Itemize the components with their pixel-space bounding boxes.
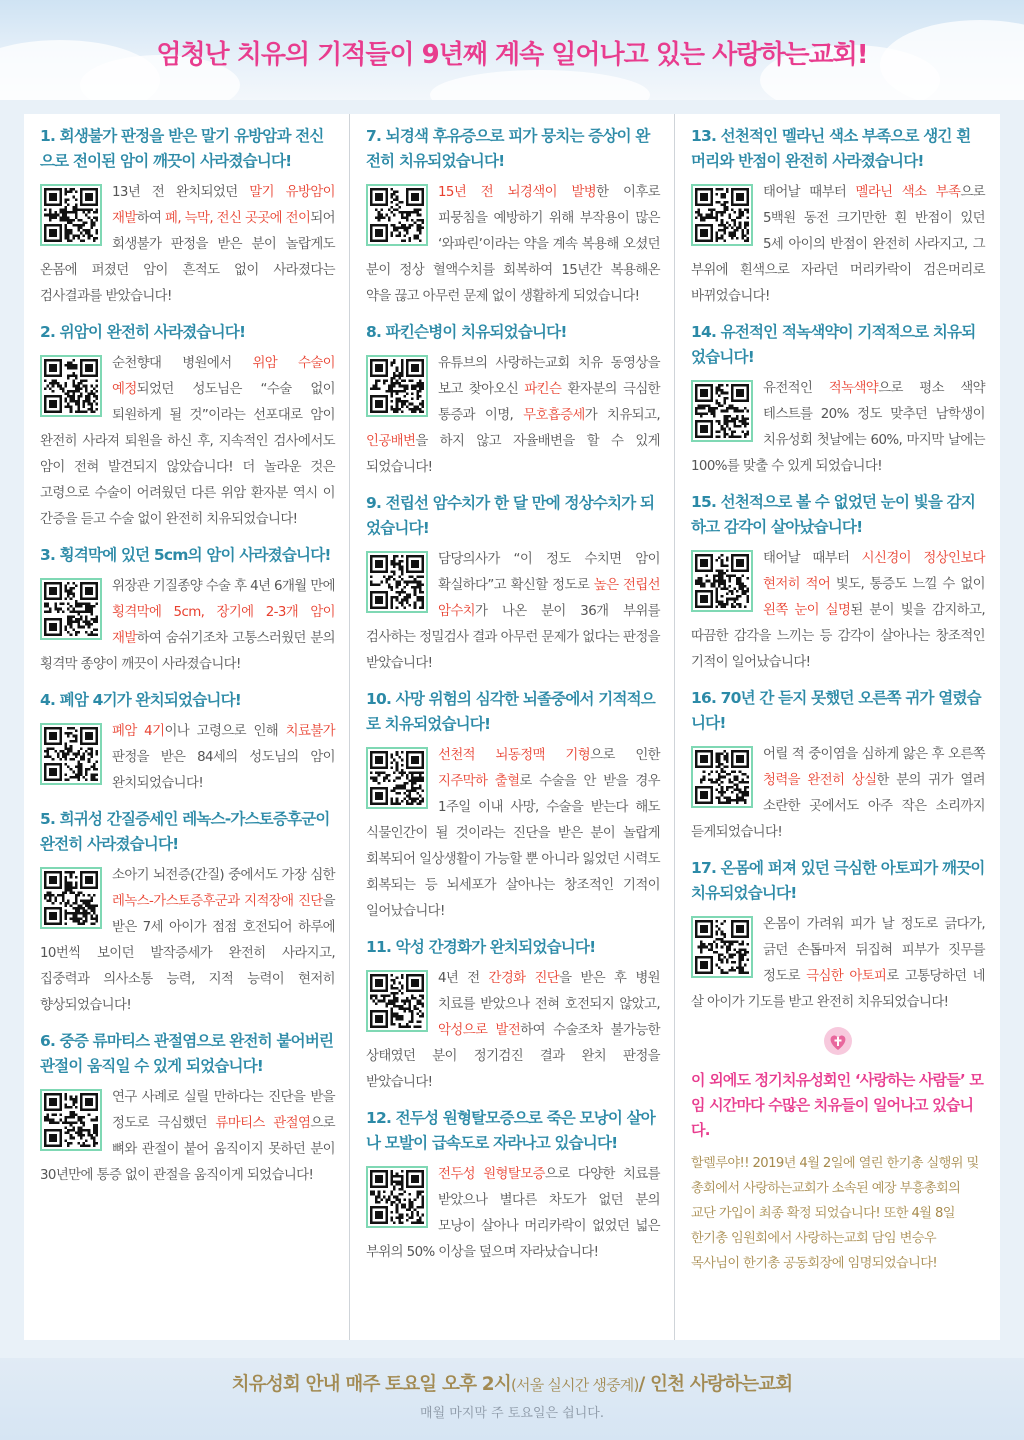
highlight-text: 인공배변 xyxy=(366,434,416,449)
testimony-title: 1. 회생불가 판정을 받은 말기 유방암과 전신으로 전이된 암이 깨끗이 사라졌습니다! xyxy=(40,127,324,170)
body-text: 온몸이 가려워 피가 날 정도로 긁다가, 긁던 손톱마저 뒤집혀 피부가 짓무를 정도로 xyxy=(763,917,985,984)
heart-cross-icon xyxy=(821,1026,855,1056)
highlight-text: 파킨슨 xyxy=(524,382,562,397)
body-text: 되어 회생불가 판정을 받은 분이 놀랍게도 온몸에 퍼졌던 암이 흔적도 없이 사라졌다는 검사결과를 받았습니다! xyxy=(40,211,336,304)
testimony-title: 3. 횡격막에 있던 5cm의 암이 사라졌습니다! xyxy=(40,546,331,564)
body-text: 빛도, 통증도 느낄 수 없이 xyxy=(830,577,985,592)
qr-code-icon[interactable] xyxy=(40,867,102,929)
highlight-text: 악성으로 발전 xyxy=(438,1023,521,1038)
testimony-title: 14. 유전적인 적녹색약이 기적적으로 치유되었습니다! xyxy=(691,323,976,366)
testimony-title: 13. 선천적인 멜라닌 색소 부족으로 생긴 흰 머리와 반점이 완전히 사라졌습니다! xyxy=(691,127,971,170)
highlight-text: 청력을 완전히 상실 xyxy=(763,773,877,788)
body-text: 을 받은 후 병원 치료를 받았으나 전혀 호전되지 않았고, xyxy=(438,971,661,1012)
testimony-title: 15. 선천적으로 볼 수 없었던 눈이 빛을 감지하고 감각이 살아났습니다! xyxy=(691,493,976,536)
testimony-body xyxy=(40,1085,335,1189)
highlight-text: 전두성 원형탈모증 xyxy=(438,1167,545,1182)
testimony-body xyxy=(366,547,660,677)
testimony-body xyxy=(691,180,985,310)
testimony-body xyxy=(40,719,335,797)
testimony-item xyxy=(366,320,660,481)
qr-code-icon[interactable] xyxy=(366,747,428,809)
footer xyxy=(0,1358,1024,1440)
testimony-item xyxy=(40,543,335,678)
highlight-text: 극심한 아토피 xyxy=(806,969,887,984)
testimony-body xyxy=(40,863,335,1019)
column-2 xyxy=(349,114,674,1340)
testimony-item xyxy=(366,687,660,925)
testimony-item xyxy=(691,686,985,846)
testimony-item xyxy=(366,935,660,1096)
body-text: 판정을 받은 84세의 성도님의 암이 완치되었습니다! xyxy=(112,750,335,791)
highlight-text: 멜라닌 색소 부족 xyxy=(855,185,961,200)
testimony-item xyxy=(40,1029,335,1189)
highlight-text: 선천적 뇌동정맥 기형 xyxy=(438,748,591,763)
body-text: 태어날 때부터 xyxy=(763,551,862,566)
testimony-item xyxy=(691,856,985,1016)
highlight-text: 치료불가 xyxy=(285,724,335,739)
testimony-item xyxy=(691,490,985,676)
testimony-body xyxy=(40,574,335,678)
footer-schedule: 치유성회 안내 매주 토요일 오후 2시 xyxy=(231,1374,511,1395)
testimony-title: 2. 위암이 완전히 사라졌습니다! xyxy=(40,323,246,341)
highlight-text: 위암 수술이 예정 xyxy=(112,356,335,397)
column-3 xyxy=(674,114,999,1340)
body-text: 가 치유되고, xyxy=(584,408,660,423)
body-text: 을 하지 않고 자율배변을 할 수 있게 되었습니다! xyxy=(366,434,660,475)
body-text: 어릴 적 중이염을 심하게 앓은 후 오른쪽 xyxy=(763,747,985,762)
body-text: 한 이후로 피뭉침을 예방하기 위해 부작용이 많은 ‘와파린’이라는 약을 계속 복용해 오셨던 분이 정상 혈액수치를 회복하여 15년간 복용해온 약을 끊고 아무런 문제 없이 생활하게 되었습니다! xyxy=(366,185,660,304)
body-text: 담당의사가 “이 정도 수치면 암이 확실하다”고 확신할 정도로 xyxy=(438,552,660,593)
body-text: 으로 인한 xyxy=(590,748,660,763)
qr-code-icon[interactable] xyxy=(40,355,102,417)
body-text: 으로 평소 색약 테스트를 20% 정도 맞추던 남학생이 치유성회 첫날에는 60%, 마지막 날에는 100%를 맞출 수 있게 되었습니다! xyxy=(691,381,986,474)
highlight-text: 15년 전 뇌경색이 발병 xyxy=(438,185,597,200)
qr-code-icon[interactable] xyxy=(366,551,428,613)
qr-code-icon[interactable] xyxy=(40,184,102,246)
body-text: 으로 5백원 동전 크기만한 흰 반점이 있던 5세 아이의 반점이 완전히 사라지고, 그 부위에 흰색으로 자라던 머리카락이 검은머리로 바뀌었습니다! xyxy=(691,185,985,304)
body-text: 하여 수술조차 불가능한 상태였던 분이 정기검진 결과 완치 판정을 받았습니다! xyxy=(366,1023,661,1090)
qr-code-icon[interactable] xyxy=(366,970,428,1032)
testimony-title: 8. 파킨슨병이 치유되었습니다! xyxy=(366,323,567,341)
testimony-item xyxy=(40,688,335,797)
headline: 엄청난 치유의 기적들이 9년째 계속 일어나고 있는 사랑하는교회! xyxy=(156,40,868,70)
footer-note: 매월 마지막 주 토요일은 쉽니다. xyxy=(420,1406,604,1421)
testimony-item xyxy=(40,320,335,533)
testimony-title: 11. 악성 간경화가 완치되었습니다! xyxy=(366,938,596,956)
testimony-body xyxy=(691,912,985,1016)
testimony-item xyxy=(366,124,660,310)
testimony-item xyxy=(40,807,335,1019)
highlight-text: 폐, 늑막, 전신 곳곳에 전이 xyxy=(165,211,311,226)
qr-code-icon[interactable] xyxy=(40,1089,102,1151)
testimony-body xyxy=(40,351,335,533)
column-1 xyxy=(24,114,349,1340)
highlight-text: 말기 유방암이 재발 xyxy=(112,185,336,226)
highlight-text: 적녹색약 xyxy=(828,381,879,396)
body-text: 로 고통당하던 네 살 아이가 기도를 받고 완전히 치유되었습니다! xyxy=(691,969,985,1010)
qr-code-icon[interactable] xyxy=(366,1166,428,1228)
testimony-title: 7. 뇌경색 후유증으로 피가 뭉치는 증상이 완전히 치유되었습니다! xyxy=(366,127,650,170)
qr-code-icon[interactable] xyxy=(366,355,428,417)
qr-code-icon[interactable] xyxy=(691,380,753,442)
testimony-item xyxy=(366,1106,660,1266)
footer-paren: (서울 실시간 생중계) xyxy=(510,1376,639,1394)
footer-main xyxy=(0,1370,1024,1396)
testimony-body xyxy=(366,743,660,925)
body-text: 된 분이 빛을 감지하고, 따끔한 감각을 느끼는 등 감각이 살아나는 창조적인 기적이 일어났습니다! xyxy=(691,603,985,670)
qr-code-icon[interactable] xyxy=(366,184,428,246)
body-text: 이나 고령으로 인해 xyxy=(164,724,286,739)
highlight-text: 시신경이 정상인보다 현저히 적어 xyxy=(763,551,985,592)
body-text: 을 받은 7세 아이가 점점 호전되어 하루에 10번씩 보이던 발작증세가 완전히 사라지고, 집중력과 의사소통 능력, 지적 능력이 현저히 향상되었습니다! xyxy=(40,894,335,1013)
body-text: 소아기 뇌전증(간질) 중에서도 가장 심한 xyxy=(112,868,335,883)
testimony-item xyxy=(691,124,985,310)
body-text: 연구 사례로 실릴 만하다는 진단을 받을 정도로 극심했던 xyxy=(112,1090,335,1131)
body-text: 13년 전 완치되었던 xyxy=(112,185,250,200)
extra-title: 이 외에도 정기치유성회인 ‘사랑하는 사람들’ 모임 시간마다 수많은 치유들이 일어나고 있습니다. xyxy=(691,1071,984,1139)
highlight-text: 레녹스-가스토증후군과 지적장애 진단 xyxy=(112,894,323,909)
heart-divider xyxy=(691,1026,985,1060)
body-text: 가 나온 분이 36개 부위를 검사하는 정밀검사 결과 아무런 문제가 없다는 판정을 받았습니다! xyxy=(366,604,660,671)
qr-code-icon[interactable] xyxy=(40,578,102,640)
testimony-sheet xyxy=(24,114,1000,1340)
testimony-title: 16. 70년 간 듣지 못했던 오른쪽 귀가 열렸습니다! xyxy=(691,689,981,732)
body-text: 한 분의 귀가 열려 소란한 곳에서도 아주 작은 소리까지 듣게되었습니다! xyxy=(691,773,985,840)
body-text: 위장관 기질종양 수술 후 4년 6개월 만에 xyxy=(112,579,335,594)
body-text: 하여 xyxy=(136,211,166,226)
highlight-text: 횡격막에 5cm, 장기에 2-3개 암이 재발 xyxy=(112,605,335,646)
testimony-body xyxy=(691,546,985,676)
body-text: 로 수술을 안 받을 경우 1주일 이내 사망, 수술을 받는다 해도 식물인간이 될 것이라는 진단을 받은 분이 놀랍게 회복되어 일상생활이 가능할 뿐 아니라 잃었던 시력도 회복되는 등 뇌세포가 살아나는 창조적인 기적이 일어났습니다! xyxy=(366,774,660,919)
testimony-body xyxy=(691,376,985,480)
testimony-item xyxy=(366,491,660,677)
testimony-body xyxy=(691,742,985,846)
body-text: 환자분의 극심한 통증과 이명, xyxy=(438,382,660,423)
qr-code-icon[interactable] xyxy=(691,916,753,978)
testimony-body xyxy=(366,966,660,1096)
highlight-text: 높은 전립선 암수치 xyxy=(438,578,660,619)
testimony-body xyxy=(366,351,660,481)
body-text: 4년 전 xyxy=(438,971,489,986)
body-text: 되었던 성도님은 “수술 없이 퇴원하게 될 것”이라는 선포대로 암이 완전히 사라져 퇴원을 하신 후, 지속적인 검사에서도 암이 전혀 발견되지 않았습니다! 더 놀라운 것은 고령으로 수술이 어려웠던 다른 위암 환자분 역시 이 간증을 듣고 수술 없이 완전히 치유되었습니다! xyxy=(40,382,335,527)
testimony-title: 10. 사망 위험의 심각한 뇌졸중에서 기적적으로 치유되었습니다! xyxy=(366,690,655,733)
body-text: 유전적인 xyxy=(763,381,829,396)
highlight-text: 무호흡증세 xyxy=(523,408,585,423)
testimony-title: 17. 온몸에 퍼져 있던 극심한 아토피가 깨끗이 치유되었습니다! xyxy=(691,859,985,902)
highlight-text: 왼쪽 눈이 실명 xyxy=(763,603,851,618)
highlight-text: 류마티스 관절염 xyxy=(215,1116,311,1131)
extra-body: 할렐루야!! 2019년 4월 2일에 열린 한기총 실행위 및 총회에서 사랑하는교회가 소속된 예장 부흥총회의 교단 가입이 최종 확정 되었습니다! 또한 4월 8일 한기총 임원회에서 사랑하는교회 담임 변승우 목사님이 한기총 공동회장에 임명되었습니다! xyxy=(691,1156,979,1271)
body-text: 태어날 때부터 xyxy=(763,185,856,200)
qr-code-icon[interactable] xyxy=(40,723,102,785)
testimony-item xyxy=(691,320,985,480)
testimony-title: 9. 전립선 암수치가 한 달 만에 정상수치가 되었습니다! xyxy=(366,494,655,537)
qr-code-icon[interactable] xyxy=(691,550,753,612)
testimony-title: 12. 전두성 원형탈모증으로 죽은 모낭이 살아나 모발이 급속도로 자라나고 있습니다! xyxy=(366,1109,655,1152)
highlight-text: 폐암 4기 xyxy=(112,724,165,739)
highlight-text: 간경화 진단 xyxy=(488,971,560,986)
highlight-text: 지주막하 출혈 xyxy=(438,774,520,789)
qr-code-icon[interactable] xyxy=(691,184,753,246)
body-text: 으로 뼈와 관절이 붙어 움직이지 못하던 분이 30년만에 통증 없이 관절을 움직이게 되었습니다! xyxy=(40,1116,335,1183)
footer-location: / 인천 사랑하는교회 xyxy=(638,1374,793,1395)
testimony-title: 4. 폐암 4기가 완치되었습니다! xyxy=(40,691,242,709)
testimony-item xyxy=(40,124,335,310)
testimony-body xyxy=(366,180,660,310)
body-text: 으로 다양한 치료를 받았으나 별다른 차도가 없던 분의 모낭이 살아나 머리카락이 없었던 넓은 부위의 50% 이상을 덮으며 자라났습니다! xyxy=(366,1167,661,1260)
testimony-title: 5. 희귀성 간질증세인 레녹스-가스토증후군이 완전히 사라졌습니다! xyxy=(40,810,330,853)
testimony-title: 6. 중증 류마티스 관절염으로 완전히 붙어버린 관절이 움직일 수 있게 되었습니다! xyxy=(40,1032,334,1075)
body-text: 하여 숨쉬기조차 고통스러웠던 분의 횡격막 종양이 깨끗이 사라졌습니다! xyxy=(40,631,335,672)
testimony-body xyxy=(40,180,335,310)
body-text: 순천향대 병원에서 xyxy=(112,356,253,371)
testimony-body xyxy=(366,1162,660,1266)
body-text: 유튜브의 사랑하는교회 치유 동영상을 보고 찾아오신 xyxy=(438,356,660,397)
qr-code-icon[interactable] xyxy=(691,746,753,808)
